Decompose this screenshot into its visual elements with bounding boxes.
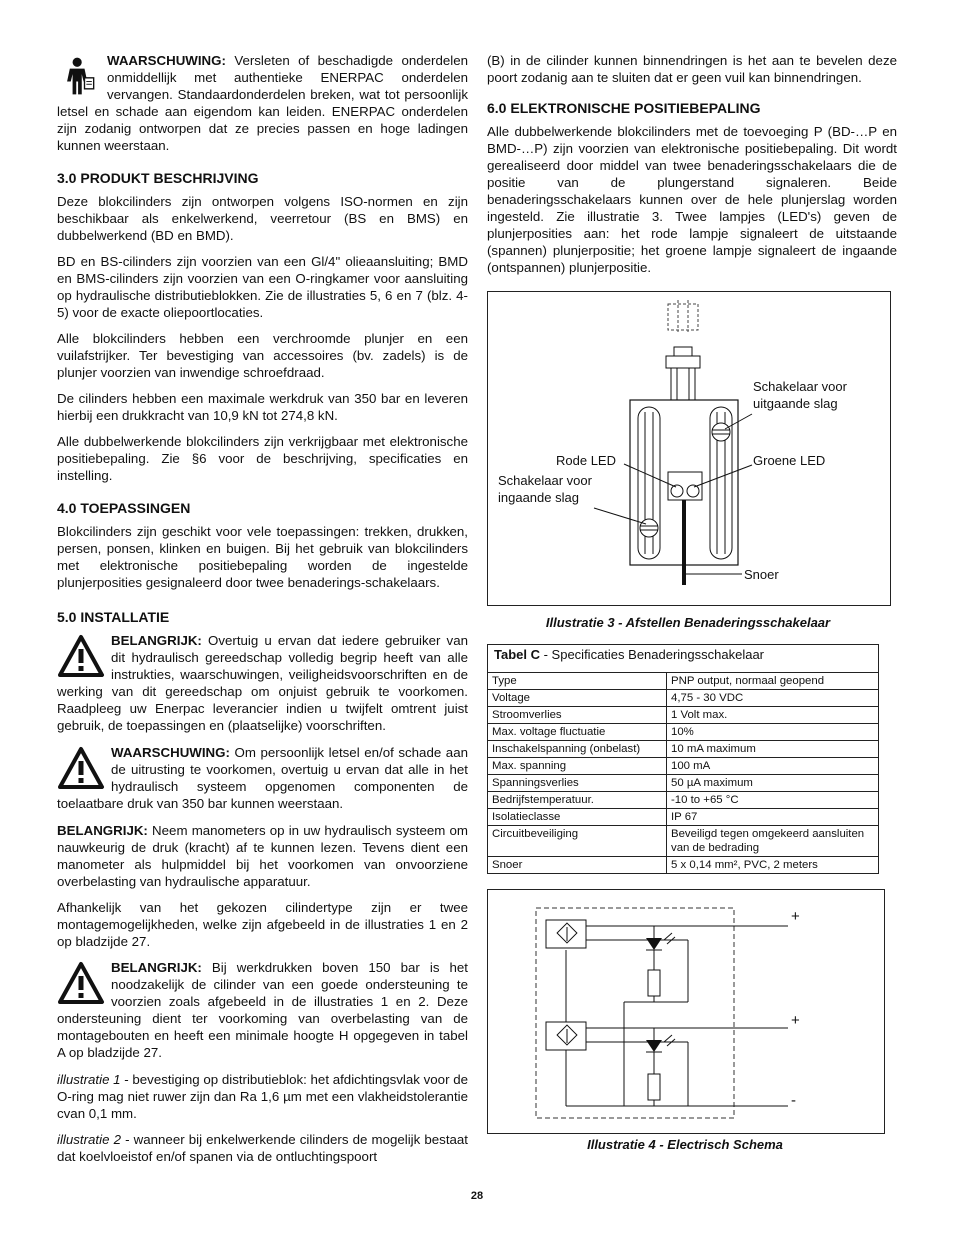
terminal-plus-1: + — [791, 908, 800, 925]
warning-block-2 — [57, 744, 468, 812]
terminal-minus: - — [791, 1092, 796, 1109]
table-cell-property: Max. voltage fluctuatie — [488, 724, 667, 741]
table-cell-value: 10% — [667, 724, 879, 741]
spec-table — [487, 644, 879, 874]
important-2-text: BELANGRIJK: Neem manometers op in uw hydraulisch systeem om nauwkeurig de druk (kracht) af te kunnen lezen. Tevens dient een manometer als hulpmiddel bij het voorkomen van onvoorziene overbelasting van hydraulische apparatuur. — [57, 823, 468, 889]
table-cell-value: -10 to +65 °C — [667, 792, 879, 809]
section-5-heading: 5.0 INSTALLATIE — [57, 609, 170, 625]
label-green-led: Groene LED — [753, 453, 826, 468]
label-cable: Snoer — [744, 567, 779, 582]
table-row — [488, 741, 879, 758]
table-title: Tabel C - Specificaties Benaderingsschakelaar — [488, 645, 879, 673]
table-cell-value: 5 x 0,14 mm², PVC, 2 meters — [667, 857, 879, 874]
table-cell-property: Stroomverlies — [488, 707, 667, 724]
section-4-heading: 4.0 TOEPASSINGEN — [57, 500, 191, 516]
table-cell-value: 10 mA maximum — [667, 741, 879, 758]
table-cell-property: Voltage — [488, 690, 667, 707]
label-switch-in: Schakelaar voor ingaande slag — [498, 473, 592, 505]
important-3-text: BELANGRIJK: Bij werkdrukken boven 150 bar is het noodzakelijk de cilinder van een goede ondersteuning te voorzien zoals afgebeeld in de illustraties 1 en 2. Deze ondersteuning dient ter voorkoming van overbelasting van de montagebouten en heeft een minimale hoogte H opgegeven in tabel A op bladzijde 27. — [57, 960, 468, 1060]
table-row — [488, 673, 879, 690]
right-column — [487, 52, 897, 285]
table-cell-property: Snoer — [488, 857, 667, 874]
figure-4-caption: Illustratie 4 - Electrisch Schema — [587, 1137, 783, 1152]
warning-1-text: WAARSCHUWING: Versleten of beschadigde onderdelen onmiddellijk met authentieke ENERPAC onderdelen vervangen. Standaardonderdelen breken, wat tot persoonlijk letsel en schade aan eigendom kan leiden. ENERPAC onderdelen zijn zodanig ontworpen dat ze precies passen en hoge ladingen kunnen weerstaan. — [57, 53, 468, 153]
page-number: 28 — [470, 1190, 484, 1202]
section-3-p4: De cilinders hebben een maximale werkdruk van 350 bar en leveren hierbij een drukkracht van 10,9 kN tot 274,8 kN. — [57, 391, 468, 423]
important-block-3 — [57, 959, 468, 1061]
table-row — [488, 724, 879, 741]
table-cell-property: Type — [488, 673, 667, 690]
terminal-plus-2: + — [791, 1012, 800, 1029]
table-row — [488, 826, 879, 857]
table-row — [488, 707, 879, 724]
table-row — [488, 809, 879, 826]
label-red-led: Rode LED — [556, 453, 616, 468]
table-cell-property: Inschakelspanning (onbelast) — [488, 741, 667, 758]
warning-triangle-icon — [57, 634, 105, 678]
section-4-p1: Blokcilinders zijn geschikt voor vele toepassingen: trekken, drukken, persen, ponsen, klinken en buigen. Bij het gebruik van blokcilinders met elektronische positiebepaling worden de ingestelde plunjerposities gesignaleerd door twee benaderings-schakelaars. — [57, 524, 468, 590]
important-1-text: BELANGRIJK: Overtuig u ervan dat iedere gebruiker van dit hydraulisch gereedschap volledig begrip heeft van alle instrukties, waarschuwingen, veiligheidsvoorschriften en de werking van dit gereedschap om onjuist gebruik te voorkomen. Raadpleeg uw Enerpac leverancier indien u twijfelt omtrent juist gebruik, de toepassingen en (plaatselijke) voorschriften. — [57, 633, 468, 733]
figure-3-proximity-switch-adjustment — [487, 291, 891, 606]
left-column — [57, 52, 468, 1174]
important-block-1 — [57, 632, 468, 734]
illustration-1-text: illustratie 1 - bevestiging op distributieblok: het afdichtingsvlak voor de O-ring mag niet ruwer zijn dan Ra 1,6 µm met een vlakheidstolerantie cvan 0,1 mm. — [57, 1072, 468, 1121]
table-row — [488, 758, 879, 775]
table-row — [488, 857, 879, 874]
table-cell-value: Beveiligd tegen omgekeerd aansluiten van de bedrading — [667, 826, 879, 857]
person-reading-manual-icon — [57, 54, 101, 98]
figure-3-caption: Illustratie 3 - Afstellen Benaderingsschakelaar — [545, 615, 831, 630]
warning-triangle-icon — [57, 746, 105, 790]
table-cell-value: PNP output, normaal geopend — [667, 673, 879, 690]
mounting-text: Afhankelijk van het gekozen cilindertype zijn er twee montagemogelijkheden, welke zijn afgebeeld in de illustraties 1 en 2 op bladzijde 27. — [57, 900, 468, 949]
section-3-heading: 3.0 PRODUKT BESCHRIJVING — [57, 170, 259, 186]
table-row — [488, 775, 879, 792]
table-cell-value: 4,75 - 30 VDC — [667, 690, 879, 707]
table-cell-property: Circuitbeveiliging — [488, 826, 667, 857]
table-cell-property: Bedrijfstemperatuur. — [488, 792, 667, 809]
schematic-diagram — [488, 890, 884, 1133]
table-title-row — [488, 645, 879, 673]
table-cell-value: 100 mA — [667, 758, 879, 775]
table-cell-value: IP 67 — [667, 809, 879, 826]
continued-text: (B) in de cilinder kunnen binnendringen is het aan te bevelen deze poort zodanig aan te sluiten dat er geen vuil kan binnendringen. — [487, 53, 897, 85]
figure-4-electrical-schematic — [487, 889, 885, 1134]
table-cell-value: 1 Volt max. — [667, 707, 879, 724]
warning-block-1 — [57, 52, 468, 154]
table-cell-property: Max. spanning — [488, 758, 667, 775]
table-cell-property: Spanningsverlies — [488, 775, 667, 792]
table-row — [488, 690, 879, 707]
section-6-p1: Alle dubbelwerkende blokcilinders met de toevoeging P (BD-…P en BMD-…P) zijn voorzien van elektronische positiebepaling. Dit wordt gerealiseerd door middel van twee benaderingsschakelaars die de positie van de plungerstand signaleren. Beide benaderingsschakelaars kunnen over de hele plunjerslag worden ingesteld. Zie illustratie 3. Twee lampjes (LED's) geven de plunjerposities aan: het rode lampje signaleert de uitstaande (spannen) plunjerpositie; het groene lampje signaleert de ingaande (ontspannen) plunjerpositie. — [487, 124, 897, 275]
table-cell-value: 50 µA maximum — [667, 775, 879, 792]
illustration-2-text: illustratie 2 - wanneer bij enkelwerkende cilinders de mogelijk bestaat dat koelvloeistof en/of spanen via de ontluchtingspoort — [57, 1132, 469, 1164]
warning-triangle-icon — [57, 961, 105, 1005]
section-3-p5: Alle dubbelwerkende blokcilinders zijn verkrijgbaar met elektronische positiebepaling. Zie §6 voor de beschrijving, specificaties en instelling. — [57, 434, 468, 483]
label-switch-out: Schakelaar voor uitgaande slag — [753, 379, 847, 411]
section-3-p2: BD en BS-cilinders zijn voorzien van een Gl/4" olieaansluiting; BMD en BMS-cilinders zijn voorzien van een O-ringkamer voor aansluiting op hydraulische distributieblokken. Zie de illustraties 5, 6 en 7 (blz. 4-5) voor de exacte oliepoortlocaties. — [57, 254, 468, 320]
warning-2-text: WAARSCHUWING: Om persoonlijk letsel en/of schade aan de uitrusting te voorkomen, overtuig u ervan dat alle in het hydraulisch systeem opgenomen componenten de toelaatbare druk van 350 bar kunnen weerstaan. — [57, 745, 468, 811]
table-row — [488, 792, 879, 809]
section-6-heading: 6.0 ELEKTRONISCHE POSITIEBEPALING — [487, 100, 761, 116]
section-3-p3: Alle blokcilinders hebben een verchroomde plunjer en een vuilafstrijker. Ter bevestiging van accessoires (bv. zadels) is de plunjer voorzien van inwendige schroefdraad. — [57, 331, 468, 380]
cylinder-diagram — [488, 292, 890, 605]
section-3-p1: Deze blokcilinders zijn ontworpen volgens ISO-normen en zijn beschikbaar als enkelwerkend, veerretour (BS en BMS) en dubbelwerkend (BD en BMD). — [57, 194, 468, 243]
table-cell-property: Isolatieclasse — [488, 809, 667, 826]
